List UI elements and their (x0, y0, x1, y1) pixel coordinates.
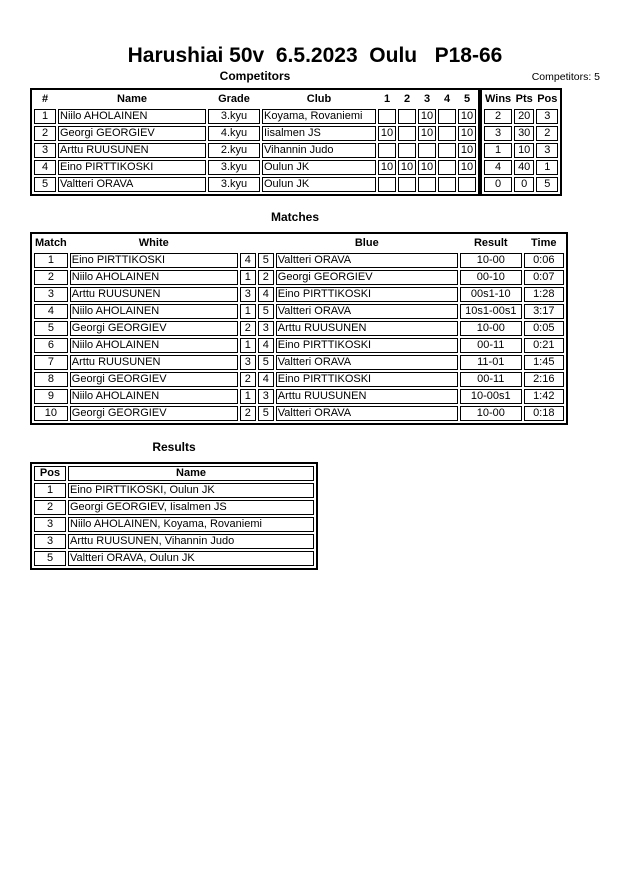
white-player-cell: Arttu RUUSUNEN (70, 287, 238, 302)
match-result-cell: 10-00 (460, 406, 522, 421)
result-position-cell: 1 (34, 483, 66, 498)
page-title: Harushiai 50v 6.5.2023 Oulu P18-66 (127, 44, 503, 67)
pos-cell: 3 (536, 109, 558, 124)
result-row (34, 500, 314, 515)
score-cell-1 (378, 143, 396, 158)
blue-player-number-cell: 5 (258, 304, 274, 319)
score-cell-1: 10 (378, 160, 396, 175)
blue-player-cell: Eino PIRTTIKOSKI (276, 338, 458, 353)
white-player-cell: Niilo AHOLAINEN (70, 270, 238, 285)
competitors-tables (30, 88, 600, 196)
stats-table-body (484, 109, 558, 192)
match-number-cell: 3 (34, 287, 68, 302)
score-cell-5 (458, 177, 476, 192)
matches-table-head (34, 236, 564, 251)
result-row (34, 517, 314, 532)
match-number-cell: 4 (34, 304, 68, 319)
match-time-cell: 1:45 (524, 355, 564, 370)
blue-player-number-cell: 5 (258, 406, 274, 421)
competitors-header-row (34, 92, 476, 107)
score-cell-4 (438, 143, 456, 158)
white-player-cell: Niilo AHOLAINEN (70, 389, 238, 404)
competitor-grade-cell: 3.kyu (208, 109, 260, 124)
white-player-number-cell: 3 (240, 287, 256, 302)
score-cell-3 (418, 143, 436, 158)
blue-player-cell: Georgi GEORGIEV (276, 270, 458, 285)
competitor-grade-cell: 4.kyu (208, 126, 260, 141)
column-header-pos: Pos (34, 466, 66, 481)
results-table (30, 462, 318, 570)
match-time-cell: 0:21 (524, 338, 564, 353)
score-cell-2 (398, 177, 416, 192)
score-cell-5: 10 (458, 143, 476, 158)
match-result-cell: 00-11 (460, 372, 522, 387)
column-header: Grade (218, 93, 250, 105)
competitor-row (34, 126, 476, 141)
competitors-table-head (34, 92, 476, 107)
result-name-cell: Niilo AHOLAINEN, Koyama, Rovaniemi (68, 517, 314, 532)
competitor-stats-row (484, 126, 558, 141)
pos-cell: 3 (536, 143, 558, 158)
match-row (34, 287, 564, 302)
competitor-number-cell: 3 (34, 143, 56, 158)
wins-cell: 3 (484, 126, 512, 141)
score-cell-4 (438, 109, 456, 124)
competitors-heading-row (30, 68, 600, 84)
match-number-cell: 8 (34, 372, 68, 387)
white-player-cell: Niilo AHOLAINEN (70, 338, 238, 353)
column-header: 4 (443, 93, 451, 105)
competitor-club-cell: Vihannin Judo (262, 143, 376, 158)
blue-player-cell: Arttu RUUSUNEN (276, 389, 458, 404)
match-result-cell: 10-00 (460, 321, 522, 336)
competitor-name-cell: Eino PIRTTIKOSKI (58, 160, 206, 175)
result-name-cell: Valtteri ORAVA, Oulun JK (68, 551, 314, 566)
result-row (34, 534, 314, 549)
competitors-stats-table (480, 88, 562, 196)
score-cell-4 (438, 177, 456, 192)
competitor-grade-cell: 2.kyu (208, 143, 260, 158)
score-cell-4 (438, 126, 456, 141)
competitors-count: Competitors: 5 (531, 71, 600, 83)
column-header: Club (306, 93, 332, 105)
competitor-grade-cell: 3.kyu (208, 177, 260, 192)
matches-header-row (34, 236, 564, 251)
competitor-row (34, 160, 476, 175)
blue-player-cell: Valtteri ORAVA (276, 355, 458, 370)
column-header: 1 (383, 93, 391, 105)
competitor-grade-cell: 3.kyu (208, 160, 260, 175)
wins-cell: 2 (484, 109, 512, 124)
competitor-row (34, 177, 476, 192)
competitor-stats-row (484, 143, 558, 158)
match-number-cell: 5 (34, 321, 68, 336)
match-row (34, 338, 564, 353)
score-cell-1: 10 (378, 126, 396, 141)
result-position-cell: 3 (34, 534, 66, 549)
competitor-stats-row (484, 177, 558, 192)
results-table-body (34, 483, 314, 566)
competitor-row (34, 143, 476, 158)
pos-cell: 1 (536, 160, 558, 175)
pts-cell: 30 (514, 126, 534, 141)
score-cell-1 (378, 109, 396, 124)
score-cell-3 (418, 177, 436, 192)
competitor-club-cell: Oulun JK (262, 160, 376, 175)
competitor-club-cell: Iisalmen JS (262, 126, 376, 141)
score-cell-1 (378, 177, 396, 192)
competitor-number-cell: 4 (34, 160, 56, 175)
blue-player-cell: Valtteri ORAVA (276, 253, 458, 268)
blue-player-cell: Arttu RUUSUNEN (276, 321, 458, 336)
wins-cell: 1 (484, 143, 512, 158)
match-result-cell: 00-11 (460, 338, 522, 353)
column-header: 3 (423, 93, 431, 105)
score-cell-3: 10 (418, 109, 436, 124)
column-header: Name (117, 93, 147, 105)
blue-player-number-cell: 4 (258, 338, 274, 353)
result-name-cell: Georgi GEORGIEV, Iisalmen JS (68, 500, 314, 515)
score-cell-3: 10 (418, 126, 436, 141)
match-time-cell: 3:17 (524, 304, 564, 319)
white-player-number-cell: 1 (240, 389, 256, 404)
blue-player-cell: Valtteri ORAVA (276, 406, 458, 421)
matches-table-body (34, 253, 564, 421)
match-number-cell: 10 (34, 406, 68, 421)
competitors-table (30, 88, 480, 196)
blue-player-number-cell: 4 (258, 372, 274, 387)
pts-cell: 10 (514, 143, 534, 158)
match-result-cell: 10-00s1 (460, 389, 522, 404)
column-header: Pos (537, 93, 558, 105)
score-cell-3: 10 (418, 160, 436, 175)
white-player-number-cell: 2 (240, 321, 256, 336)
match-number-cell: 7 (34, 355, 68, 370)
matches-table (30, 232, 568, 425)
column-header-white: White (138, 237, 169, 249)
column-header-match: Match (35, 237, 67, 249)
column-header-name: Name (68, 466, 314, 481)
result-row (34, 483, 314, 498)
white-player-cell: Arttu RUUSUNEN (70, 355, 238, 370)
results-header-row (34, 466, 314, 481)
match-result-cell: 11-01 (460, 355, 522, 370)
match-result-cell: 10s1-00s1 (460, 304, 522, 319)
match-row (34, 372, 564, 387)
competitor-name-cell: Arttu RUUSUNEN (58, 143, 206, 158)
column-header-result: Result (473, 237, 508, 249)
white-player-cell: Georgi GEORGIEV (70, 321, 238, 336)
white-player-cell: Niilo AHOLAINEN (70, 304, 238, 319)
competitors-table-body (34, 109, 476, 192)
match-row (34, 270, 564, 285)
score-cell-5: 10 (458, 126, 476, 141)
score-cell-4 (438, 160, 456, 175)
score-cell-2 (398, 109, 416, 124)
white-player-number-cell: 2 (240, 372, 256, 387)
competitor-club-cell: Oulun JK (262, 177, 376, 192)
match-time-cell: 0:18 (524, 406, 564, 421)
blue-player-cell: Valtteri ORAVA (276, 304, 458, 319)
pos-cell: 2 (536, 126, 558, 141)
blue-player-cell: Eino PIRTTIKOSKI (276, 287, 458, 302)
match-time-cell: 0:07 (524, 270, 564, 285)
match-time-cell: 1:42 (524, 389, 564, 404)
competitor-name-cell: Valtteri ORAVA (58, 177, 206, 192)
score-cell-2 (398, 143, 416, 158)
pts-cell: 0 (514, 177, 534, 192)
competitor-name-cell: Niilo AHOLAINEN (58, 109, 206, 124)
result-position-cell: 2 (34, 500, 66, 515)
pos-cell: 5 (536, 177, 558, 192)
match-result-cell: 00-10 (460, 270, 522, 285)
blue-player-number-cell: 2 (258, 270, 274, 285)
results-section-heading: Results (152, 440, 196, 454)
score-cell-5: 10 (458, 160, 476, 175)
match-number-cell: 9 (34, 389, 68, 404)
match-number-cell: 2 (34, 270, 68, 285)
match-time-cell: 2:16 (524, 372, 564, 387)
result-position-cell: 5 (34, 551, 66, 566)
match-number-cell: 1 (34, 253, 68, 268)
column-header: # (41, 93, 49, 105)
column-header-blue-number (258, 236, 274, 251)
stats-header-row (484, 92, 558, 107)
blue-player-number-cell: 3 (258, 321, 274, 336)
blue-player-number-cell: 5 (258, 355, 274, 370)
column-header-white-number (240, 236, 256, 251)
white-player-number-cell: 1 (240, 304, 256, 319)
white-player-number-cell: 1 (240, 270, 256, 285)
column-header: Wins (485, 93, 512, 105)
blue-player-cell: Eino PIRTTIKOSKI (276, 372, 458, 387)
match-number-cell: 6 (34, 338, 68, 353)
competitor-stats-row (484, 160, 558, 175)
match-row (34, 304, 564, 319)
white-player-cell: Georgi GEORGIEV (70, 372, 238, 387)
match-time-cell: 1:28 (524, 287, 564, 302)
match-result-cell: 10-00 (460, 253, 522, 268)
match-row (34, 389, 564, 404)
stats-table-head (484, 92, 558, 107)
column-header-blue: Blue (354, 237, 379, 249)
wins-cell: 0 (484, 177, 512, 192)
match-result-cell: 00s1-10 (460, 287, 522, 302)
result-name-cell: Arttu RUUSUNEN, Vihannin Judo (68, 534, 314, 549)
competitor-number-cell: 1 (34, 109, 56, 124)
competitor-number-cell: 2 (34, 126, 56, 141)
result-position-cell: 3 (34, 517, 66, 532)
match-time-cell: 0:06 (524, 253, 564, 268)
blue-player-number-cell: 3 (258, 389, 274, 404)
blue-player-number-cell: 5 (258, 253, 274, 268)
blue-player-number-cell: 4 (258, 287, 274, 302)
white-player-cell: Georgi GEORGIEV (70, 406, 238, 421)
competitor-number-cell: 5 (34, 177, 56, 192)
pts-cell: 20 (514, 109, 534, 124)
match-row (34, 253, 564, 268)
pts-cell: 40 (514, 160, 534, 175)
white-player-number-cell: 3 (240, 355, 256, 370)
competitors-section-heading: Competitors (219, 69, 291, 83)
matches-section-heading: Matches (270, 210, 320, 224)
competitor-club-cell: Koyama, Rovaniemi (262, 109, 376, 124)
competitor-stats-row (484, 109, 558, 124)
result-name-cell: Eino PIRTTIKOSKI, Oulun JK (68, 483, 314, 498)
column-header-time: Time (531, 237, 557, 249)
results-table-head (34, 466, 314, 481)
score-cell-5: 10 (458, 109, 476, 124)
match-row (34, 321, 564, 336)
competitor-row (34, 109, 476, 124)
competitor-name-cell: Georgi GEORGIEV (58, 126, 206, 141)
white-player-number-cell: 2 (240, 406, 256, 421)
wins-cell: 4 (484, 160, 512, 175)
white-player-number-cell: 1 (240, 338, 256, 353)
match-time-cell: 0:05 (524, 321, 564, 336)
result-row (34, 551, 314, 566)
score-cell-2: 10 (398, 160, 416, 175)
match-row (34, 355, 564, 370)
white-player-cell: Eino PIRTTIKOSKI (70, 253, 238, 268)
column-header: 5 (463, 93, 471, 105)
white-player-number-cell: 4 (240, 253, 256, 268)
score-cell-2 (398, 126, 416, 141)
column-header: 2 (403, 93, 411, 105)
match-row (34, 406, 564, 421)
column-header: Pts (515, 93, 533, 105)
